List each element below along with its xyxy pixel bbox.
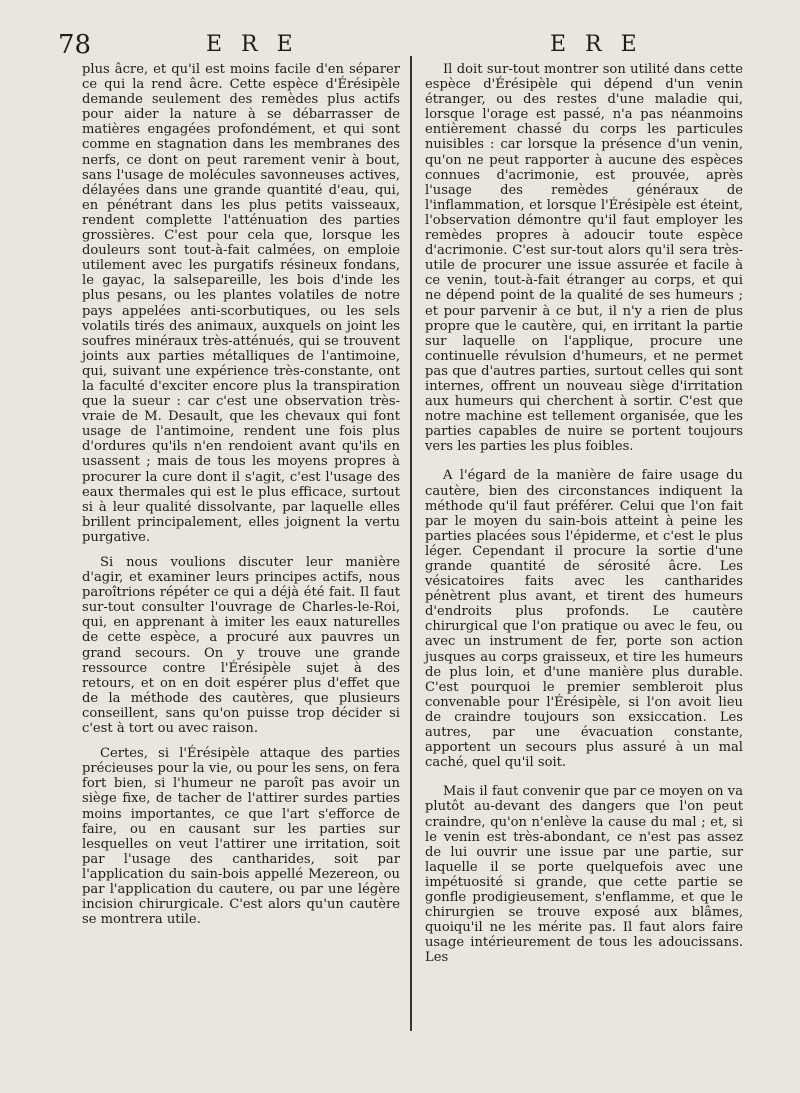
paragraph: Certes, si l'Érésipèle attaque des parties précieuses pour la vie, ou pour les sens, on fera fort bien, si l'humeur ne paroît pas avoir un siège fixe, de tacher de l'attirer surdes parties moins importantes, ce que l'art s'efforce de faire, ou en causant sur les parties sur lesquelles on veut l'attirer une irritation, soit par l'usage des cantharides, soit par l'application du sain-bois appellé Mezereon, ou par l'application du cautere, ou par une légère incision chirurgicale. C'est alors qu'un cautère se montrera utile. [82,746,400,928]
running-head-right: E R E [550,32,643,57]
right-column [425,62,743,965]
page-header [0,30,800,60]
paragraph: plus âcre, et qu'il est moins facile d'en séparer ce qui la rend âcre. Cette espèce d'Érésipèle demande seulement des remèdes plus actifs pour aider la nature à se débarrasser de matières engagées profondément, et qui sont comme en stagnation dans les membranes des nerfs, ce dont on peut rarement venir à bout, sans l'usage de molécules savonneuses actives, délayées dans une grande quantité d'eau, qui, en pénétrant dans les plus petits vaisseaux, rendent complette l'atténuation des parties grossières. C'est pour cela que, lorsque les douleurs sont tout-à-fait calmées, on emploie utilement avec les purgatifs résineux fondans, le gayac, la salsepareille, les bois d'inde les plus pesans, ou les plantes volatiles de notre pays appelées anti-scorbutiques, ou les sels volatils tirés des animaux, auxquels on joint les soufres minéraux très-atténués, qui se trouvent joints aux parties métalliques de l'antimoine, qui, suivant une expérience très-constante, ont la faculté d'exciter encore plus la transpiration que la sueur : car c'est une observation très-vraie de M. Desault, que les chevaux qui font usage de l'antimoine, rendent une fois plus d'ordures qu'ils n'en rendoient avant qu'ils en usassent ; mais de tous les moyens propres à procurer la cure dont il s'agit, c'est l'usage des eaux thermales qui est le plus efficace, surtout si à leur qualité dissolvante, par laquelle elles brillent principalement, elles joignent la vertu purgative. [82,62,400,545]
paragraph: Si nous voulions discuter leur manière d'agir, et examiner leurs principes actifs, nous paroîtrions répéter ce qui a déjà été fait. Il faut sur-tout consulter l'ouvrage de Charles-le-Roi, qui, en apprenant à imiter les eaux naturelles de cette espèce, a procuré aux pauvres un grand secours. On y trouve une grande ressource contre l'Érésipèle sujet à des retours, et on en doit espérer plus d'effet que de la méthode des cautères, que plusieurs conseillent, sans qu'on puisse trop décider si c'est à tort ou avec raison. [82,555,400,737]
paragraph: Mais il faut convenir que par ce moyen on va plutôt au-devant des dangers que l'on peut craindre, qu'on n'enlève la cause du mal ; et, si le venin est très-abondant, ce n'est pas assez de lui ouvrir une issue par une partie, sur laquelle il se porte quelquefois avec une impétuosité si grande, que cette partie se gonfle prodigieusement, s'enflamme, et que le chirurgien se trouve exposé aux blâmes, quoiqu'il ne les mérite pas. Il faut alors faire usage intérieurement de tous les adoucissans. Les [425,784,743,966]
running-head-left: E R E [206,32,299,57]
column-divider [410,56,412,1031]
left-column [82,62,400,927]
paragraph: A l'égard de la manière de faire usage du cautère, bien des circonstances indiquent la méthode qu'il faut préférer. Celui que l'on fait par le moyen du sain-bois atteint à peine les parties placées sous l'épiderme, et c'est le plus léger. Cependant il procure la sortie d'une grande quantité de sérosité âcre. Les vésicatoires faits avec les cantharides pénètrent plus avant, et tirent des humeurs d'endroits plus profonds. Le cautère chirurgical que l'on pratique ou avec le feu, ou avec un instrument de fer, porte son action jusques au corps graisseux, et tire les humeurs de plus loin, et d'une manière plus durable. C'est pourquoi le premier sembleroit plus convenable pour l'Érésipèle, si l'on avoit lieu de craindre toujours son exsiccation. Les autres, par une évacuation constante, apportent un secours plus assuré à un mal caché, quel qu'il soit. [425,468,743,771]
paragraph: Il doit sur-tout montrer son utilité dans cette espèce d'Érésipèle qui dépend d'un venin étranger, ou des restes d'une maladie qui, lorsque l'orage est passé, n'a pas néanmoins entièrement chassé du corps les particules nuisibles : car lorsque la présence d'un venin, qu'on ne peut rapporter à aucune des espèces connues d'acrimonie, est prouvée, après l'usage des remèdes généraux de l'inflammation, et lorsque l'Érésipèle est éteint, l'observation démontre qu'il faut employer les remèdes propres à adoucir toute espèce d'acrimonie. C'est sur-tout alors qu'il sera très-utile de procurer une issue assurée et facile à ce venin, tout-à-fait étranger au corps, et qui ne dépend point de la qualité de ses humeurs ; et pour parvenir à ce but, il n'y a rien de plus propre que le cautère, qui, en irritant la partie sur laquelle on l'applique, procure une continuelle révulsion d'humeurs, et ne permet pas que d'autres parties, surtout celles qui sont internes, offrent un nouveau siège d'irritation aux humeurs qui cherchent à sortir. C'est que notre machine est tellement organisée, que les parties capables de nuire se portent toujours vers les parties les plus foibles. [425,62,743,455]
page-number: 78 [58,30,92,60]
